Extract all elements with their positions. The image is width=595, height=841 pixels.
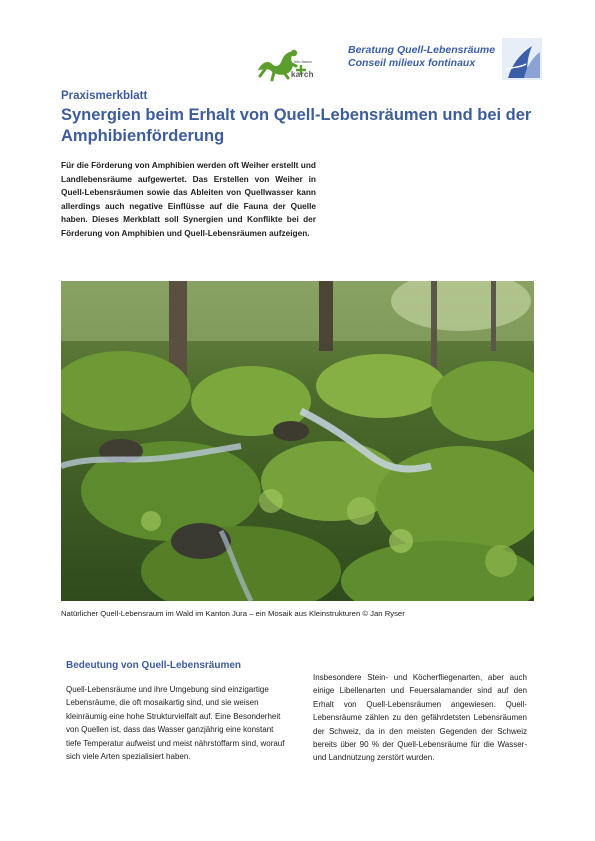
spring-habitat-photo	[61, 281, 534, 601]
section-column-2: Insbesondere Stein- und Köcherfliegenarten, aber auch einige Libellenarten und Feuersalamander sind auf den Erhalt von Quell-Lebensräumen angewiesen. Quell-Lebensräume zählen zu den gefährdetsten Lebensräumen der Schweiz, da in den meisten Gegenden der Schweiz bereits über 90 % der Quell-Lebensräume für die Wasser- und Landnutzung zerstört wurden.	[313, 673, 527, 763]
brand-line-1: Beratung Quell-Lebensräume	[348, 44, 496, 56]
photo-caption: Natürlicher Quell-Lebensraum im Wald im Kanton Jura – ein Mosaik aus Kleinstrukturen © Jan Ryser	[61, 609, 405, 618]
brand-line-2: Conseil milieux fontinaux	[348, 57, 476, 69]
karch-logo-small-text: info fauna	[294, 59, 312, 64]
lead-paragraph: Für die Förderung von Amphibien werden oft Weiher erstellt und Landlebensräume aufgewertet. Das Erstellen von Weiher in Quell-Lebensräumen sowie das Ableiten von Quellwasser kann allerdings auch negative Einflüsse auf die Fauna der Quelle haben. Dieses Merkblatt soll Synergien und Konflikte bei der Förderung von Amphibien und Quell-Lebensräumen aufzeigen.	[61, 160, 316, 238]
spring-figure-icon	[502, 38, 542, 80]
section-heading: Bedeutung von Quell-Lebensräumen	[66, 660, 242, 671]
section-column-1: Quell-Lebensräume und ihre Umgebung sind einzigartige Lebensräume, die oft mosaikartig sind, und sie weisen kleinräumig eine hohe Strukturvielfalt auf. Eine Besonderheit von Quellen ist, dass das Wasser ganzjährig eine konstant tiefe Temperatur aufweist und meist nährstoffarm sind, worauf sich viele Arten spezialisiert haben.	[66, 685, 285, 762]
document-kicker: Praxismerkblatt	[61, 90, 148, 102]
page-title: Synergien beim Erhalt von Quell-Lebensräumen und bei der Amphibienförderung	[61, 106, 532, 145]
karch-logo-word: karch	[291, 70, 314, 79]
